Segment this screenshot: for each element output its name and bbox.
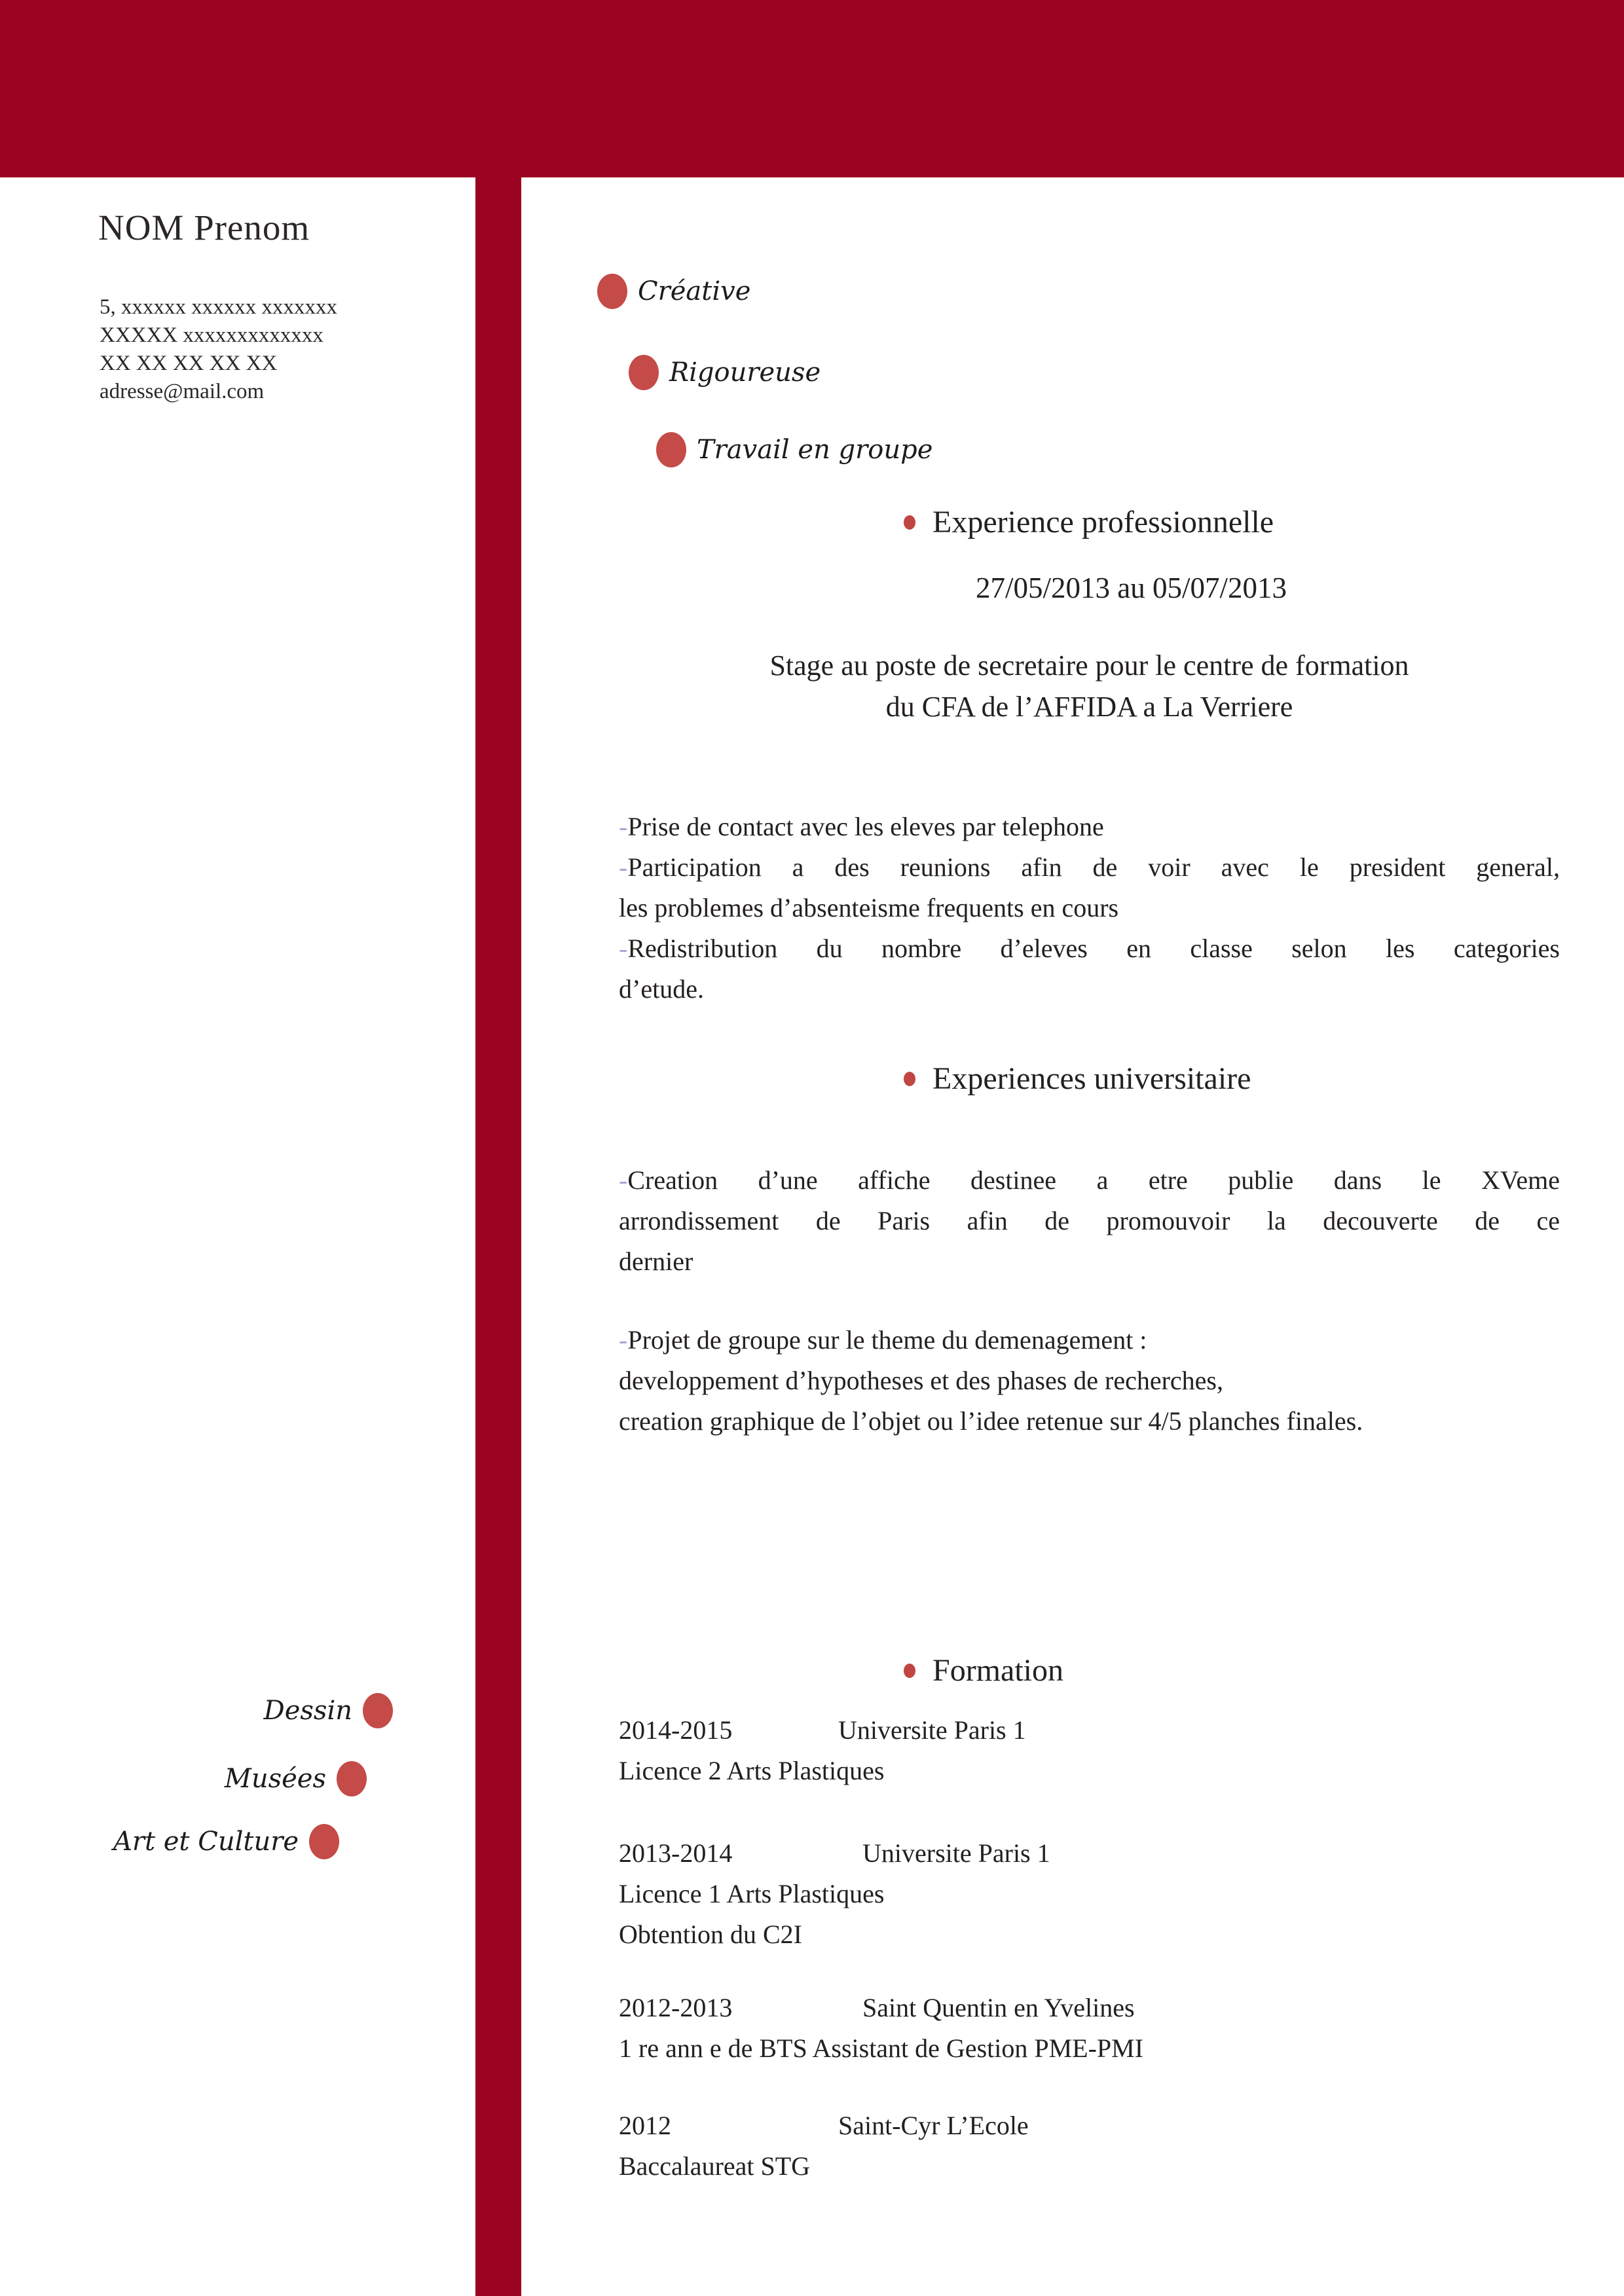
dash-marker: -	[619, 812, 628, 841]
entry-years: 2012	[619, 2111, 671, 2140]
university-item	[619, 1320, 1560, 1442]
formation-entry	[619, 1988, 1560, 2069]
interest-label: Art et Culture	[113, 1827, 299, 1857]
task-line: -Creation d’une affiche destinee a etre publie dans le XVeme	[619, 1165, 1560, 1195]
phone-line: XX XX XX XX XX	[100, 352, 278, 375]
red-dot-icon	[597, 274, 627, 309]
task-line: arrondissement de Paris afin de promouvoir la decouverte de ce	[619, 1206, 1560, 1235]
bullet-dot-icon	[904, 1664, 915, 1678]
quality-label: Travail en groupe	[697, 435, 933, 465]
task-line: creation graphique de l’objet ou l’idee retenue sur 4/5 planches finales.	[619, 1406, 1363, 1436]
interest-row	[264, 1693, 393, 1728]
interest-row	[225, 1761, 367, 1796]
address-line: 5, xxxxxx xxxxxx xxxxxxx	[100, 295, 337, 319]
entry-school: Saint Quentin en Yvelines	[862, 1993, 1135, 2022]
email-line: adresse@mail.com	[100, 380, 265, 403]
task-line: -Prise de contact avec les eleves par telephone	[619, 812, 1104, 841]
entry-school: Saint-Cyr L’Ecole	[838, 2111, 1029, 2140]
interest-row	[113, 1824, 339, 1859]
entry-years: 2014-2015	[619, 1715, 733, 1745]
dash-marker: -	[619, 852, 628, 882]
address-line: XXXXX xxxxxxxxxxxxx	[100, 323, 323, 347]
task-line: -Redistribution du nombre d’eleves en classe selon les categories	[619, 934, 1560, 963]
contact-block	[100, 293, 337, 406]
task-line: -Projet de groupe sur le theme du demenagement :	[619, 1325, 1147, 1355]
section-heading-experience	[904, 504, 1274, 540]
entry-detail: Licence 2 Arts Plastiques	[619, 1756, 885, 1785]
red-dot-icon	[656, 432, 686, 467]
red-dot-icon	[337, 1761, 367, 1796]
bullet-dot-icon	[904, 1072, 915, 1086]
entry-detail: 1 re ann e de BTS Assistant de Gestion PME-PMI	[619, 2033, 1144, 2063]
entry-school: Universite Paris 1	[862, 1838, 1050, 1868]
task-line: les problemes d’absenteisme frequents en cours	[619, 893, 1119, 922]
bullet-dot-icon	[904, 515, 915, 530]
quality-row	[597, 274, 750, 309]
red-dot-icon	[309, 1824, 339, 1859]
role-line: Stage au poste de secretaire pour le centre de formation	[769, 649, 1409, 682]
entry-detail: Baccalaureat STG	[619, 2151, 811, 2181]
dash-marker: -	[619, 1165, 628, 1195]
top-red-band	[0, 0, 1624, 177]
section-title: Formation	[932, 1653, 1063, 1688]
interest-label: Dessin	[263, 1696, 352, 1726]
dash-marker: -	[619, 1325, 628, 1355]
entry-head	[619, 2105, 1560, 2146]
red-dot-icon	[363, 1693, 393, 1728]
dash-marker: -	[619, 934, 628, 963]
section-heading-formation	[904, 1652, 1063, 1688]
section-heading-university	[904, 1061, 1251, 1097]
task-line: -Participation a des reunions afin de voir avec le president general,	[619, 852, 1560, 882]
formation-entry	[619, 1833, 1560, 1955]
entry-detail: Licence 1 Arts Plastiques	[619, 1879, 885, 1908]
candidate-name: NOM Prenom	[98, 208, 310, 247]
interest-label: Musées	[224, 1764, 326, 1794]
red-dot-icon	[629, 355, 659, 390]
entry-head	[619, 1710, 1560, 1751]
task-line: dernier	[619, 1247, 693, 1276]
experience-role	[619, 645, 1560, 727]
entry-head	[619, 1988, 1560, 2028]
entry-years: 2012-2013	[619, 1993, 733, 2022]
university-item	[619, 1160, 1560, 1282]
section-title: Experiences universitaire	[932, 1061, 1251, 1096]
quality-row	[629, 355, 821, 390]
quality-label: Rigoureuse	[669, 357, 821, 388]
entry-years: 2013-2014	[619, 1838, 733, 1868]
experience-task-list	[619, 807, 1560, 1010]
section-title: Experience professionnelle	[932, 505, 1274, 539]
entry-school: Universite Paris 1	[838, 1715, 1026, 1745]
formation-entry	[619, 2105, 1560, 2187]
role-line: du CFA de l’AFFIDA a La Verriere	[885, 691, 1293, 723]
entry-head	[619, 1833, 1560, 1874]
vertical-red-stripe	[475, 0, 521, 2296]
experience-date-range: 27/05/2013 au 05/07/2013	[976, 572, 1287, 604]
task-line: d’etude.	[619, 974, 704, 1004]
task-line: developpement d’hypotheses et des phases de recherches,	[619, 1366, 1223, 1395]
formation-entry	[619, 1710, 1560, 1791]
entry-detail: Obtention du C2I	[619, 1920, 802, 1949]
quality-row	[656, 432, 932, 467]
quality-label: Créative	[638, 276, 751, 306]
